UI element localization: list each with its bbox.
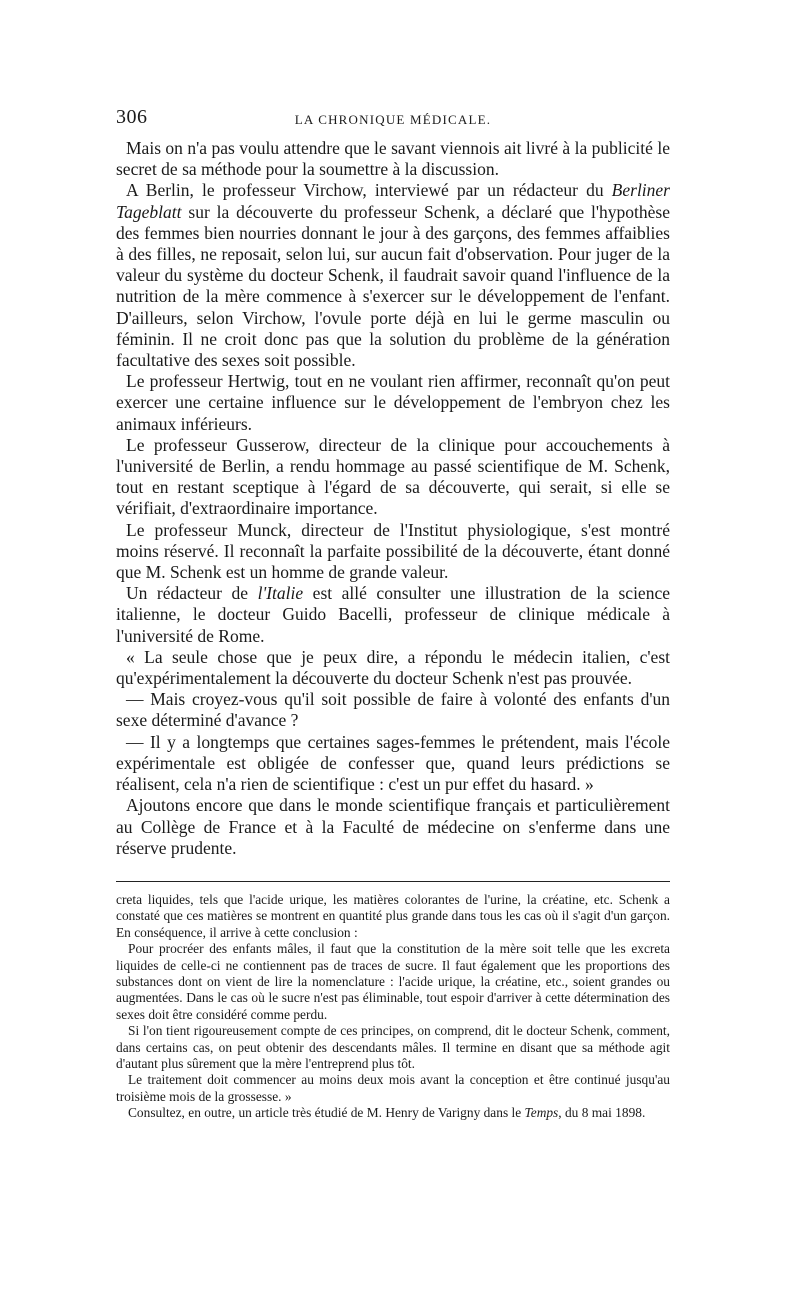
paragraph <box>116 583 670 647</box>
text-run: Consultez, en outre, un article très étudié de M. Henry de Varigny dans le <box>128 1105 525 1121</box>
footnote-divider <box>116 881 670 882</box>
footnote-paragraph: creta liquides, tels que l'acide urique, les matières colorantes de l'urine, la créatine, etc. Schenk a constaté que ces matières se montrent en quantité plus grande dans tous les cas où il s'agit d'un garçon. En conséquence, il arrive à cette conclusion : <box>116 891 670 940</box>
paragraph: — Mais croyez-vous qu'il soit possible de faire à volonté des enfants d'un sexe déterminé d'avance ? <box>116 689 670 731</box>
main-text <box>116 138 670 859</box>
newspaper-title: Temps <box>524 1105 559 1121</box>
paragraph <box>116 180 670 371</box>
running-title: LA CHRONIQUE MÉDICALE. <box>294 112 492 127</box>
footnotes <box>116 892 670 1122</box>
footnote-paragraph <box>116 1105 670 1121</box>
paragraph: — Il y a longtemps que certaines sages-femmes le prétendent, mais l'école expérimentale est obligée de confesser que, quand leurs prédictions se réalisent, cela n'a rien de scientifique : c'est un pur effet du hasard. » <box>116 731 670 795</box>
text-run: est allé consulter une illustration de la science italienne, le docteur Guido Bacelli, professeur de clinique médicale à l'université de Rome. <box>116 583 670 646</box>
text-run: , du 8 mai 1898. <box>558 1105 646 1121</box>
newspaper-title: Berliner Tageblatt <box>116 180 670 222</box>
text-run: Un rédacteur de <box>126 583 258 604</box>
footnote-paragraph: Le traitement doit commencer au moins deux mois avant la conception et être continué jusqu'au troisième mois de la grossesse. » <box>116 1072 670 1104</box>
paragraph: « La seule chose que je peux dire, a répondu le médecin italien, c'est qu'expérimentalement la découverte du docteur Schenk n'est pas prouvée. <box>116 646 670 689</box>
page-number: 306 <box>116 106 148 128</box>
paragraph: Le professeur Gusserow, directeur de la clinique pour accouchements à l'université de Berlin, a rendu hommage au passé scientifique de M. Schenk, tout en restant sceptique à l'égard de sa découverte, qui serait, si elle se vérifiait, d'extraordinaire importance. <box>116 434 670 519</box>
page <box>116 98 670 1122</box>
newspaper-title: l'Italie <box>257 583 304 604</box>
paragraph: Mais on n'a pas voulu attendre que le savant viennois ait livré à la publicité le secret de sa méthode pour la soumettre à la discussion. <box>116 138 670 180</box>
text-run: A Berlin, le professeur Virchow, interviewé par un rédacteur du <box>126 180 612 201</box>
paragraph: Le professeur Munck, directeur de l'Institut physiologique, s'est montré moins réservé. Il reconnaît la parfaite possibilité de la découverte, étant donné que M. Schenk est un homme de grande valeur. <box>116 519 670 583</box>
paragraph: Ajoutons encore que dans le monde scientifique français et particulièrement au Collège de France et à la Faculté de médecine on s'enferme dans une réserve prudente. <box>116 795 670 858</box>
page-header <box>116 98 670 138</box>
footnote-paragraph: Pour procréer des enfants mâles, il faut que la constitution de la mère soit telle que les excreta liquides de celle-ci ne contiennent pas de traces de sucre. Il faut également que les proportions des substances dont on vient de lire la nomenclature : l'acide urique, la créatine, etc., soient grandes ou augmentées. Dans le cas où le sucre n'est pas éliminable, tout espoir d'arriver à cette détermination des sexes doit être considéré comme perdu. <box>116 941 670 1022</box>
footnote-paragraph: Si l'on tient rigoureusement compte de ces principes, on comprend, dit le docteur Schenk, comment, dans certains cas, on peut obtenir des descendants mâles. Il termine en disant que sa méthode agit d'autant plus sûrement que la mère l'entreprend plus tôt. <box>116 1023 670 1071</box>
text-run: sur la découverte du professeur Schenk, a déclaré que l'hypothèse des femmes bien nourries donnant le jour à des garçons, des femmes affaiblies à des filles, ne reposait, selon lui, sur aucun fait d'observation. Pour juger de la valeur du système du docteur Schenk, il faudrait savoir quand l'influence de la nutrition de la mère commence à s'exercer sur le développement de l'enfant. D'ailleurs, selon Virchow, l'ovule porte déjà en lui le germe masculin ou féminin. Il ne croit donc pas que la solution du problème de la génération facultative des sexes soit possible. <box>116 201 670 371</box>
paragraph: Le professeur Hertwig, tout en ne voulant rien affirmer, reconnaît qu'on peut exercer une certaine influence sur le développement de l'embryon chez les animaux inférieurs. <box>116 371 670 434</box>
